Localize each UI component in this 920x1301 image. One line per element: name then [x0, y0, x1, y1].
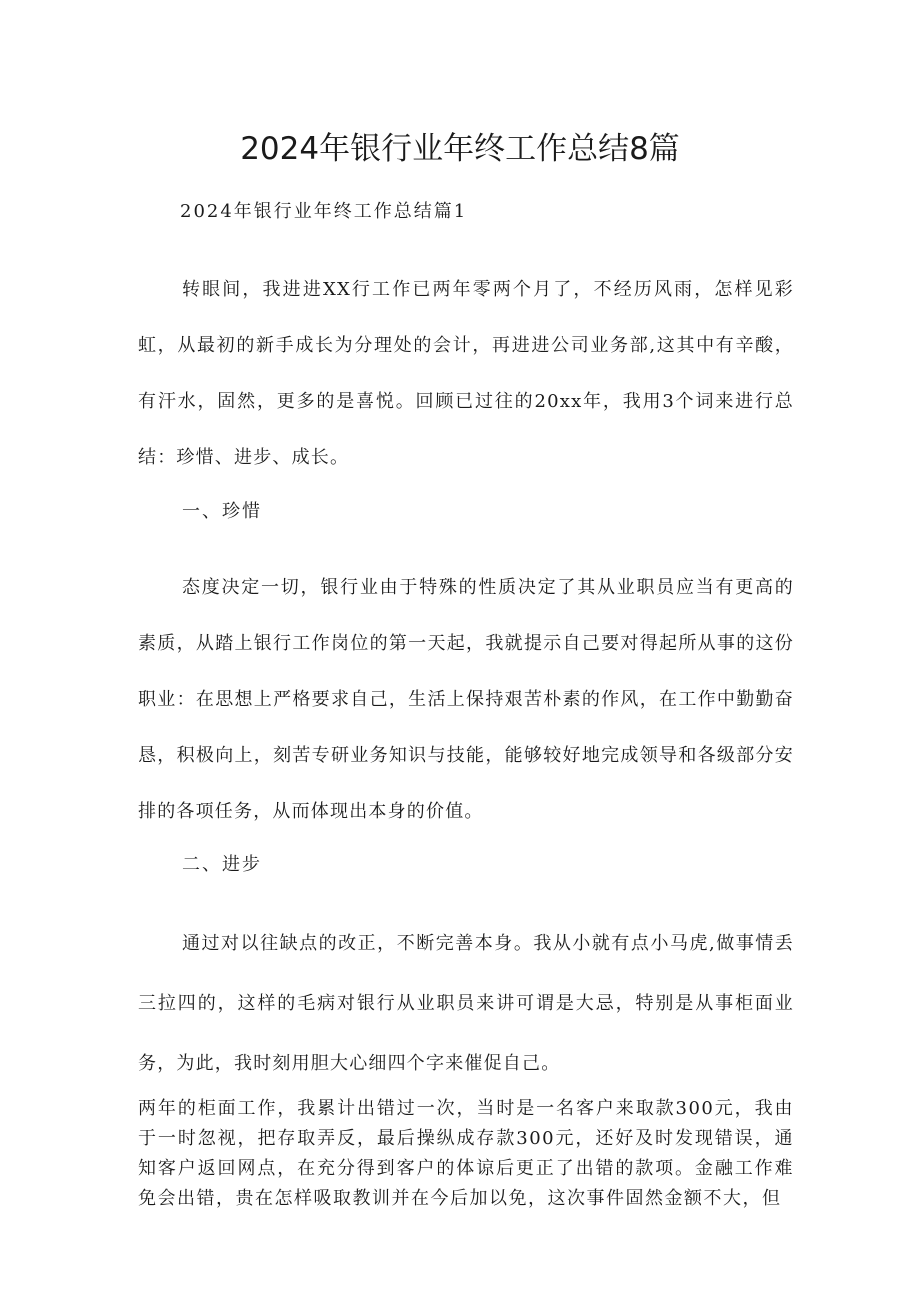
section-subtitle: 2024年银行业年终工作总结篇1 — [180, 201, 468, 222]
paragraph-cherish: 态度决定一切，银行业由于特殊的性质决定了其从业职员应当有更高的素质，从踏上银行工作岗位的第一天起，我就提示自己要对得起所从事的这份职业：在思想上严格要求自己，生活上保持艰苦朴素的作风，在工作中勤勤奋恳，积极向上，刻苦专研业务知识与技能，能够较好地完成领导和各级部分安排的各项任务，从而体现出本身的价值。 — [138, 577, 794, 822]
document-title: 2024年银行业年终工作总结8篇 — [240, 131, 680, 167]
paragraph-intro: 转眼间，我进进XX行工作已两年零两个月了，不经历风雨，怎样见彩虹，从最初的新手成长为分理处的会计，再进进公司业务部,这其中有辛酸，有汗水，固然，更多的是喜悦。回顾已过往的20xx年，我用3个词来进行总结：珍惜、进步、成长。 — [138, 279, 794, 468]
paragraph-counter-work: 两年的柜面工作，我累计出错过一次，当时是一名客户来取款300元，我由于一时忽视，把存取弄反，最后操纵成存款300元，还好及时发现错误，通知客户返回网点，在充分得到客户的体谅后更正了出错的款项。金融工作难免会出错，贵在怎样吸取教训并在今后加以免，这次事件固然金额不大，但 — [138, 1098, 794, 1209]
heading-progress: 二、进步 — [182, 854, 262, 875]
heading-cherish: 一、珍惜 — [182, 501, 262, 522]
paragraph-progress: 通过对以往缺点的改正，不断完善本身。我从小就有点小马虎,做事情丢三拉四的，这样的毛病对银行从业职员来讲可谓是大忌，特别是从事柜面业务，为此，我时刻用胆大心细四个字来催促自己。 — [138, 933, 794, 1074]
